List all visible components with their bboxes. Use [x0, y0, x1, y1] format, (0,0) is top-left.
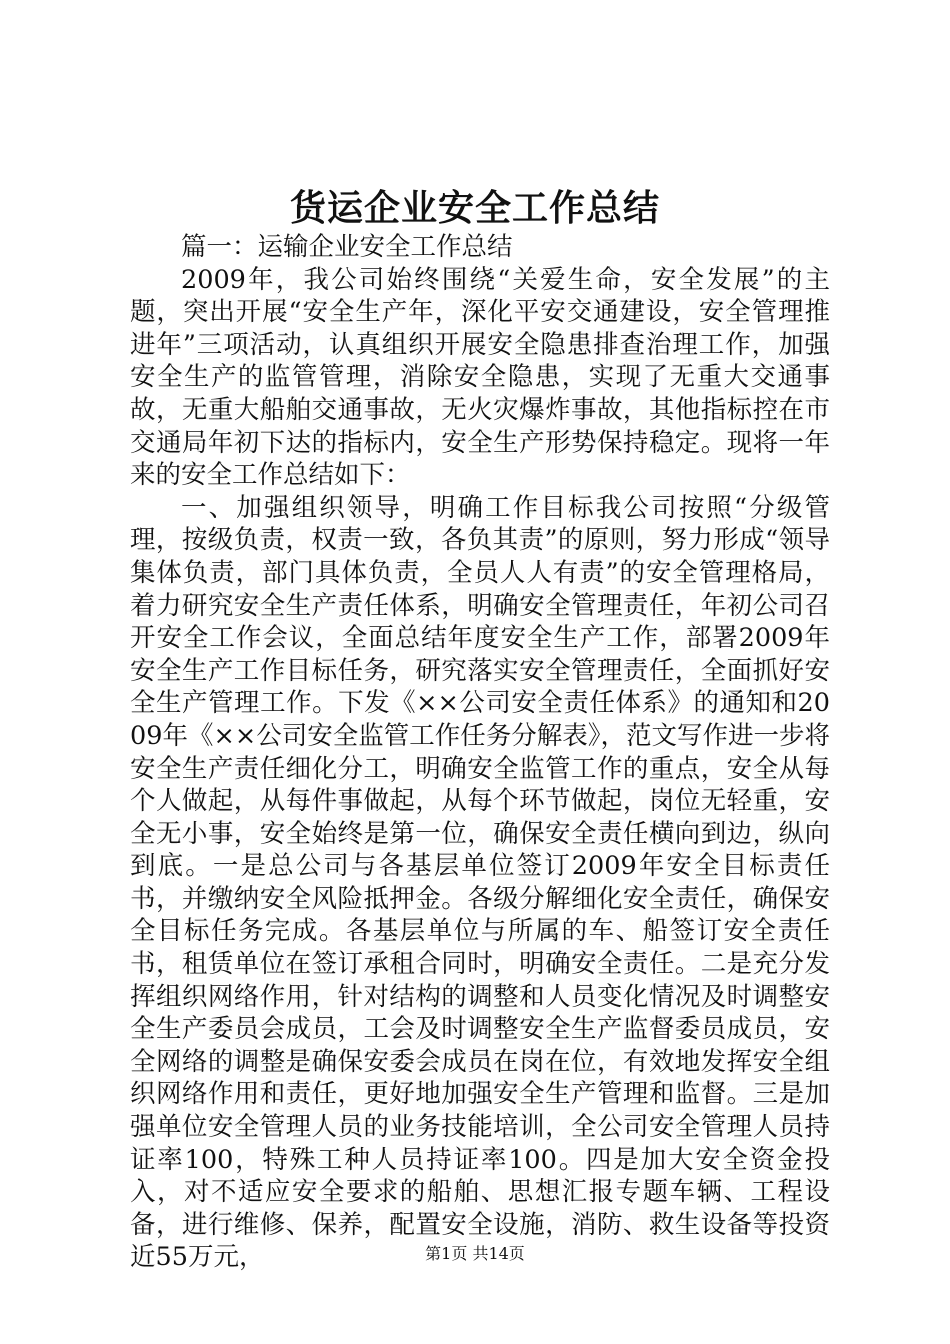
document-body	[130, 231, 830, 1274]
document-title: 货运企业安全工作总结	[289, 187, 660, 229]
body-paragraph: 2009年，我公司始终围绕“关爱生命，安全发展”的主题，突出开展“安全生产年，深化平安交通建设，安全管理推进年”三项活动，认真组织开展安全隐患排查治理工作，加强安全生产的监管管理，消除安全隐患，实现了无重大交通事故，无重大船舶交通事故，无火灾爆炸事故，其他指标控在市交通局年初下达的指标内，安全生产形势保持稳定。现将一年来的安全工作总结如下：	[130, 264, 830, 491]
section-heading: 篇一：运输企业安全工作总结	[181, 232, 513, 262]
body-paragraph: 一、加强组织领导，明确工作目标我公司按照“分级管理，按级负责，权责一致，各负其责”的原则，努力形成“领导集体负责，部门具体负责，全员人人有责”的安全管理格局，着力研究安全生产责任体系，明确安全管理责任，年初公司召开安全工作会议，全面总结年度安全生产工作，部署2009年安全生产工作目标任务，研究落实安全管理责任，全面抓好安全生产管理工作。下发《××公司安全责任体系》的通知和2009年《××公司安全监管工作任务分解表》，范文写作进一步将安全生产责任细化分工，明确安全监管工作的重点，安全从每个人做起，从每件事做起，从每个环节做起，岗位无轻重，安全无小事，安全始终是第一位，确保安全责任横向到边，纵向到底。一是总公司与各基层单位签订2009年安全目标责任书，并缴纳安全风险抵押金。各级分解细化安全责任，确保安全目标任务完成。各基层单位与所属的车、船签订安全责任书，租赁单位在签订承租合同时，明确安全责任。二是充分发挥组织网络作用，针对结构的调整和人员变化情况及时调整安全生产委员会成员，工会及时调整安全生产监督委员成员，安全网络的调整是确保安委会成员在岗在位，有效地发挥安全组织网络作用和责任，更好地加强安全生产管理和监督。三是加强单位安全管理人员的业务技能培训，全公司安全管理人员持证率100，特殊工种人员持证率100。四是加大安全资金投入，对不适应安全要求的船舶、思想汇报专题车辆、工程设备，进行维修、保养，配置安全设施，消防、救生设备等投资近55万元，	[130, 492, 830, 1273]
page-number-footer: 第1页 共14页	[425, 1244, 525, 1263]
